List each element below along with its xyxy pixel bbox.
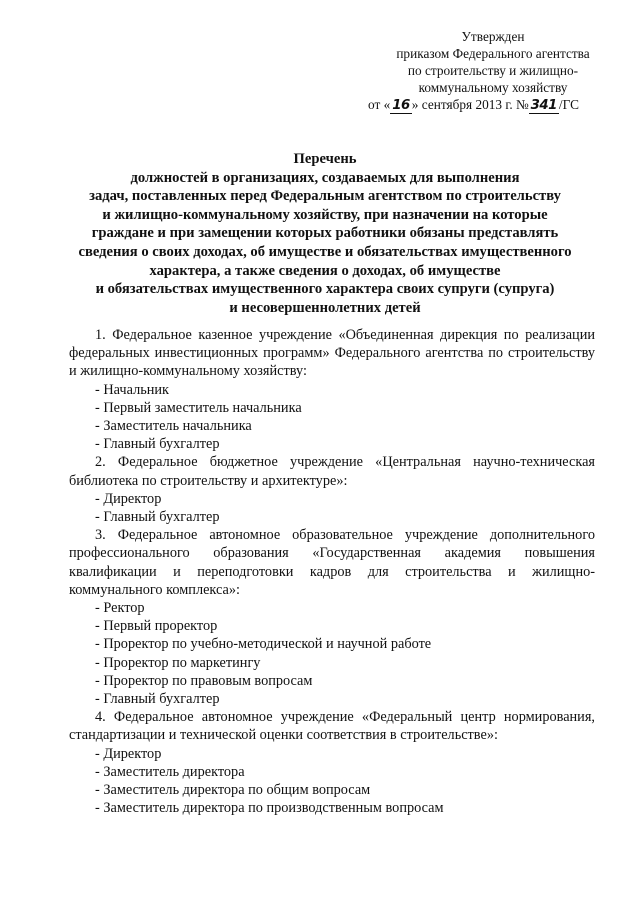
list-item: - Главный бухгалтер [95,691,220,708]
date-mid: » сентября 2013 г. № [411,97,529,112]
approval-line: приказом Федерального агентства [396,46,590,61]
list-item: - Заместитель директора [95,763,245,780]
list-item: - Начальник [95,381,169,398]
list-item: - Заместитель директора по общим вопросам [95,782,371,799]
list-item: - Заместитель начальника [95,418,252,435]
section-paragraph: 2. Федеральное бюджетное учреждение «Центральная научно-техническая библиотека по строительству и архитектуре»: [69,454,595,489]
title-line: задач, поставленных перед Федеральным агентством по строительству [89,188,561,205]
order-suffix: /ГС [558,97,579,112]
document-body [69,326,595,817]
section-paragraph: 4. Федеральное автономное учреждение «Федеральный центр нормирования, стандартизации и технической оценки соответствия в строительстве»: [69,709,595,744]
approval-block [368,28,618,114]
list-item: - Ректор [95,600,145,617]
list-item: - Директор [95,745,162,762]
list-item: - Первый проректор [95,618,218,635]
date-day: 16 [392,98,410,113]
title-line: и несовершеннолетних детей [229,299,421,316]
list-item: - Директор [95,490,162,507]
approval-line: Утвержден [461,29,525,44]
title-line: и обязательствах имущественного характера своих супруги (супруга) [95,281,555,298]
list-item: - Заместитель директора по производственным вопросам [95,800,444,817]
list-item: - Проректор по правовым вопросам [95,672,313,689]
list-item: - Главный бухгалтер [95,509,220,526]
title-line: характера, а также сведения о доходах, об имуществе [149,262,501,279]
document-title [60,150,590,317]
order-number: 341 [530,98,557,113]
approval-line: по строительству и жилищно- [407,63,579,78]
list-item: - Проректор по учебно-методической и научной работе [95,636,432,653]
section-paragraph: 1. Федеральное казенное учреждение «Объединенная дирекция по реализации федеральных инвестиционных программ» Федерального агентства по строительству и жилищно-коммунальному хозяйству: [69,327,595,380]
section-paragraph: 3. Федеральное автономное образовательное учреждение дополнительного профессионального образования «Государственная академия повышения квалификации и переподготовки кадров для строительства и жилищно-коммунального комплекса»: [69,527,595,598]
approval-date-line [368,96,618,114]
title-heading: Перечень [293,151,357,167]
list-item: - Первый заместитель начальника [95,399,302,416]
list-item: - Главный бухгалтер [95,436,220,453]
date-prefix: от « [368,97,391,112]
title-line: сведения о своих доходах, об имуществе и обязательствах имущественного [78,243,572,260]
list-item: - Проректор по маркетингу [95,654,261,671]
title-line: должностей в организациях, создаваемых для выполнения [130,169,520,186]
title-line: граждане и при замещении которых работники обязаны представлять [91,225,559,242]
approval-line: коммунальному хозяйству [418,80,568,95]
title-line: и жилищно-коммунальному хозяйству, при назначении на которые [102,206,548,223]
